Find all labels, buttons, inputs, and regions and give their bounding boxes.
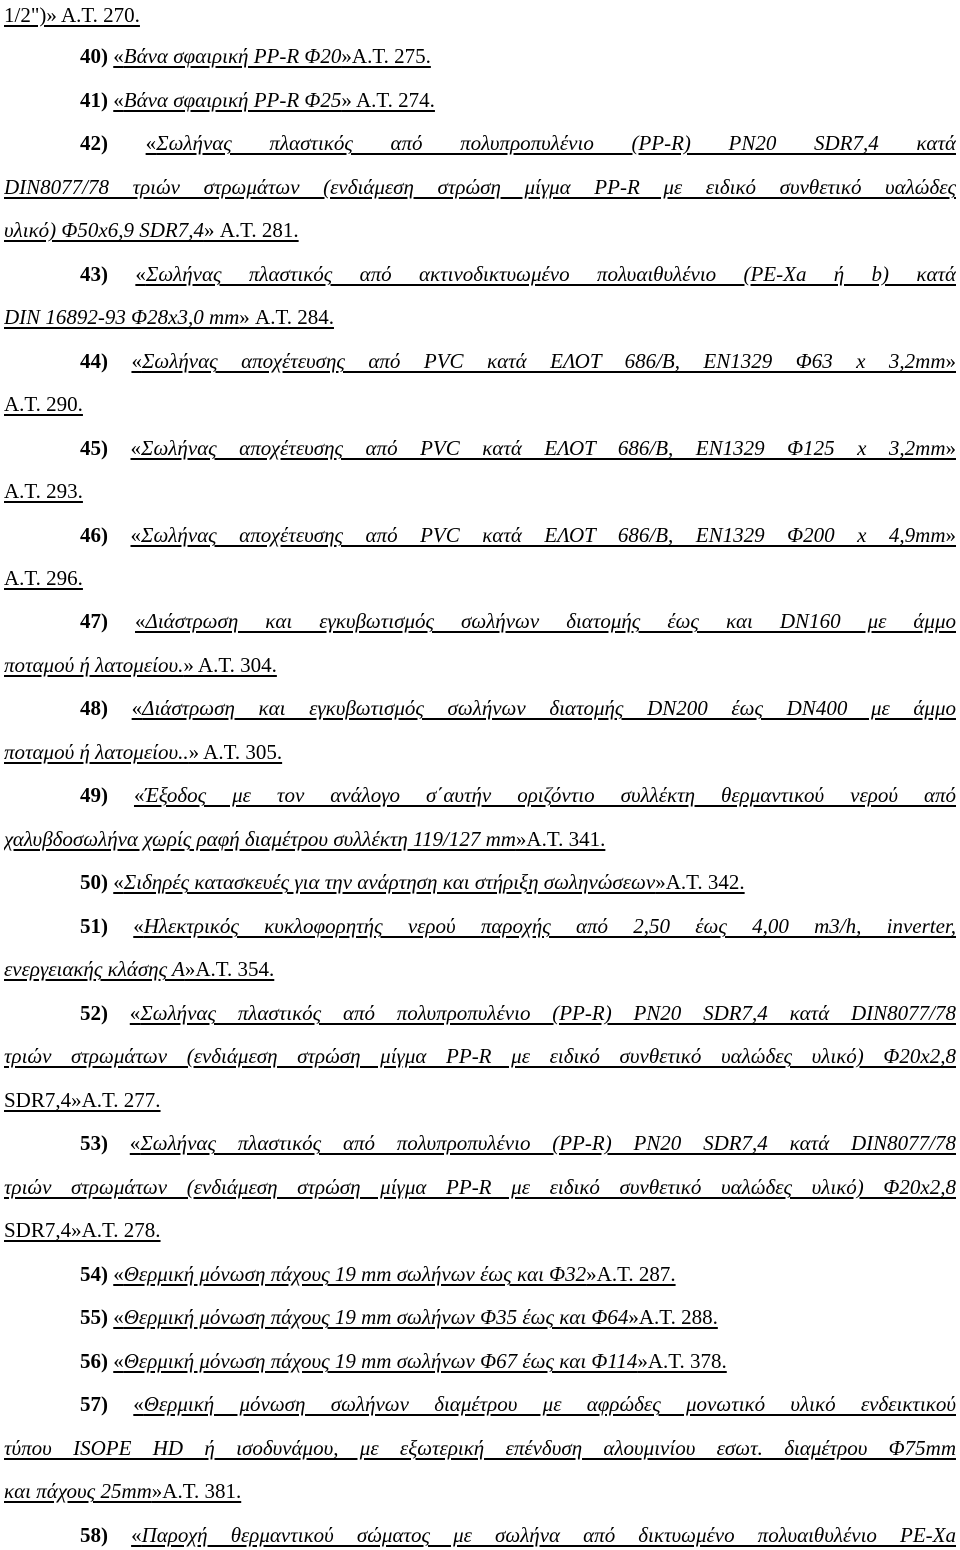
open-quote: « [129,1131,141,1155]
text-line [4,389,956,419]
text-line [4,824,956,854]
item-number: 47) [80,609,108,633]
item-reference: »Α.Τ. 275. [341,44,431,68]
item-number: 44) [80,349,108,373]
item-number: 50) [80,870,108,894]
item-title: Ηλεκτρικός κυκλοφορητής νερού παροχής από 2,50 έως 4,00 m3/h, inverter, [143,914,956,938]
open-quote: « [133,783,145,807]
open-quote: « [131,1523,142,1547]
item-reference: »Α.Τ. 381. [151,1479,242,1503]
item-reference: »Α.Τ. 342. [655,870,745,894]
item-title: Διάστρωση και εγκυβωτισμός σωλήνων διατομής έως και DN160 με άμμο [145,609,956,633]
open-quote: « [113,1349,124,1373]
text-line [4,215,956,245]
item-title: Σωλήνας πλαστικός από πολυπροπυλένιο (PP-R) PN20 SDR7,4 κατά DIN8077/78 [140,1001,956,1025]
item-title-continued: DIN 16892-93 Φ28x3,0 mm [4,305,240,329]
list-item-44 [4,346,956,376]
text-line [4,650,956,680]
list-item-50 [4,867,956,897]
item-number: 40) [80,44,108,68]
close-quote: » [945,436,956,460]
item-number: 55) [80,1305,108,1329]
item-number: 46) [80,523,108,547]
item-reference: »Α.Τ. 288. [628,1305,718,1329]
open-quote: « [145,131,157,155]
item-reference: »Α.Τ. 287. [586,1262,676,1286]
text-line [4,0,956,30]
item-title: Παροχή θερμαντικού σώματος με σωλήνα από δικτυωμένο πολυαιθυλένιο PE-Xa [141,1523,956,1547]
item-title: Σωλήνας αποχέτευσης από PVC κατά ΕΛΟΤ 686/Β, ΕΝ1329 Φ125 x 3,2mm [141,436,946,460]
item-title-continued: ποταμού ή λατομείου.. [4,740,189,764]
text-line [4,476,956,506]
open-quote: « [133,1392,144,1416]
item-reference: » Α.Τ. 284. [239,305,334,329]
item-title: Διάστρωση και εγκυβωτισμός σωλήνων διατομής DN200 έως DN400 με άμμο [142,696,956,720]
list-item-55 [4,1302,956,1332]
item-title-continued: τύπου ISOPE HD ή ισοδυνάμου, με εξωτερική επένδυση αλουμινίου εσωτ. διαμέτρου Φ75mm [4,1436,956,1460]
item-title: Θερμική μόνωση πάχους 19 mm σωλήνων Φ35 έως και Φ64 [123,1305,629,1329]
open-quote: « [135,609,146,633]
list-item-40 [4,41,956,71]
open-quote: « [113,870,124,894]
close-quote: » [945,349,956,373]
item-title: Σωλήνας πλαστικός από πολυπροπυλένιο (PP-R) PN20 SDR7,4 κατά [156,131,956,155]
list-item-47 [4,606,956,636]
item-number: 57) [80,1392,108,1416]
item-number: 49) [80,783,108,807]
list-item-57 [4,1389,956,1419]
item-number: 41) [80,88,108,112]
list-item-48 [4,693,956,723]
text-line [4,1172,956,1202]
item-number: 56) [80,1349,108,1373]
list-item-54 [4,1259,956,1289]
item-reference: »Α.Τ. 354. [184,957,275,981]
open-quote: « [131,696,143,720]
text-line [4,563,956,593]
item-title: Σωλήνας πλαστικός από ακτινοδικτυωμένο πολυαιθυλένιο (PE-Xa ή b) κατά [145,262,956,286]
item-reference: Α.Τ. 290. [4,392,83,416]
item-reference: »Α.Τ. 378. [637,1349,727,1373]
item-title-continued: τριών στρωμάτων (ενδιάμεση στρώση μίγμα PP-R με ειδικό συνθετικό υαλώδες υλικό) Φ20x2,8 [4,1175,956,1199]
item-reference: SDR7,4»Α.Τ. 277. [4,1088,161,1112]
item-number: 51) [80,914,108,938]
list-item-53 [4,1128,956,1158]
text-line [4,1476,956,1506]
item-number: 54) [80,1262,108,1286]
item-number: 58) [80,1523,108,1547]
item-reference: » Α.Τ. 305. [188,740,283,764]
item-title: Βάνα σφαιρική PP-R Φ25 [123,88,342,112]
item-number: 45) [80,436,108,460]
list-item-49 [4,780,956,810]
text-line [4,1433,956,1463]
open-quote: « [113,1262,124,1286]
item-title-continued: υλικό) Φ50x6,9 SDR7,4 [4,218,204,242]
item-title: Βάνα σφαιρική PP-R Φ20 [123,44,342,68]
list-item-43 [4,259,956,289]
line-tail: 1/2")» Α.Τ. 270. [4,3,140,27]
item-title: Θερμική μόνωση πάχους 19 mm σωλήνων Φ67 έως και Φ114 [123,1349,638,1373]
item-title: Σωλήνας αποχέτευσης από PVC κατά ΕΛΟΤ 686/Β, ΕΝ1329 Φ200 x 4,9mm [141,523,946,547]
item-title-continued: ενεργειακής κλάσης Α [4,957,185,981]
text-line [4,1041,956,1071]
item-title-continued: DIN8077/78 τριών στρωμάτων (ενδιάμεση στρώση μίγμα PP-R με ειδικό συνθετικό υαλώδες [4,175,956,199]
open-quote: « [133,914,144,938]
list-item-51 [4,911,956,941]
list-item-41 [4,85,956,115]
item-reference: » Α.Τ. 304. [183,653,277,677]
item-title: Σωλήνας αποχέτευσης από PVC κατά ΕΛΟΤ 686/Β, ΕΝ1329 Φ63 x 3,2mm [141,349,946,373]
text-line [4,1215,956,1245]
item-number: 53) [80,1131,108,1155]
list-item-42 [4,128,956,158]
text-line [4,737,956,767]
open-quote: « [130,436,141,460]
text-line [4,1085,956,1115]
list-item-46 [4,520,956,550]
text-line [4,302,956,332]
item-number: 52) [80,1001,108,1025]
list-item-56 [4,1346,956,1376]
text-line [4,172,956,202]
item-reference: »Α.Τ. 341. [515,827,606,851]
item-title-continued: τριών στρωμάτων (ενδιάμεση στρώση μίγμα PP-R με ειδικό συνθετικό υαλώδες υλικό) Φ20x2,8 [4,1044,956,1068]
item-reference: » Α.Τ. 274. [341,88,435,112]
item-reference: SDR7,4»Α.Τ. 278. [4,1218,161,1242]
open-quote: « [130,523,141,547]
item-title-continued: χαλυβδοσωλήνα χωρίς ραφή διαμέτρου συλλέκτη 119/127 mm [4,827,516,851]
list-item-45 [4,433,956,463]
close-quote: » [945,523,956,547]
item-title: Θερμική μόνωση σωλήνων διαμέτρου με αφρώδες μονωτικό υλικό ενδεικτικού [143,1392,956,1416]
item-number: 42) [80,131,108,155]
item-reference: » Α.Τ. 281. [203,218,299,242]
open-quote: « [135,262,146,286]
item-number: 48) [80,696,108,720]
item-title-continued: και πάχους 25mm [4,1479,152,1503]
item-title: Έξοδος με τον ανάλογο σ΄αυτήν οριζόντιο συλλέκτη θερμαντικού νερού από [144,783,956,807]
item-title: Σωλήνας πλαστικός από πολυπροπυλένιο (PP-R) PN20 SDR7,4 κατά DIN8077/78 [140,1131,956,1155]
open-quote: « [113,88,124,112]
list-item-52 [4,998,956,1028]
item-title: Θερμική μόνωση πάχους 19 mm σωλήνων έως και Φ32 [123,1262,587,1286]
list-item-58 [4,1520,956,1550]
item-reference: Α.Τ. 293. [4,479,83,503]
open-quote: « [131,349,142,373]
item-reference: Α.Τ. 296. [4,566,83,590]
text-line [4,954,956,984]
item-number: 43) [80,262,108,286]
item-title: Σιδηρές κατασκευές για την ανάρτηση και στήριξη σωληνώσεων [123,870,656,894]
item-title-continued: ποταμού ή λατομείου. [4,653,184,677]
open-quote: « [113,44,124,68]
open-quote: « [113,1305,124,1329]
open-quote: « [129,1001,141,1025]
